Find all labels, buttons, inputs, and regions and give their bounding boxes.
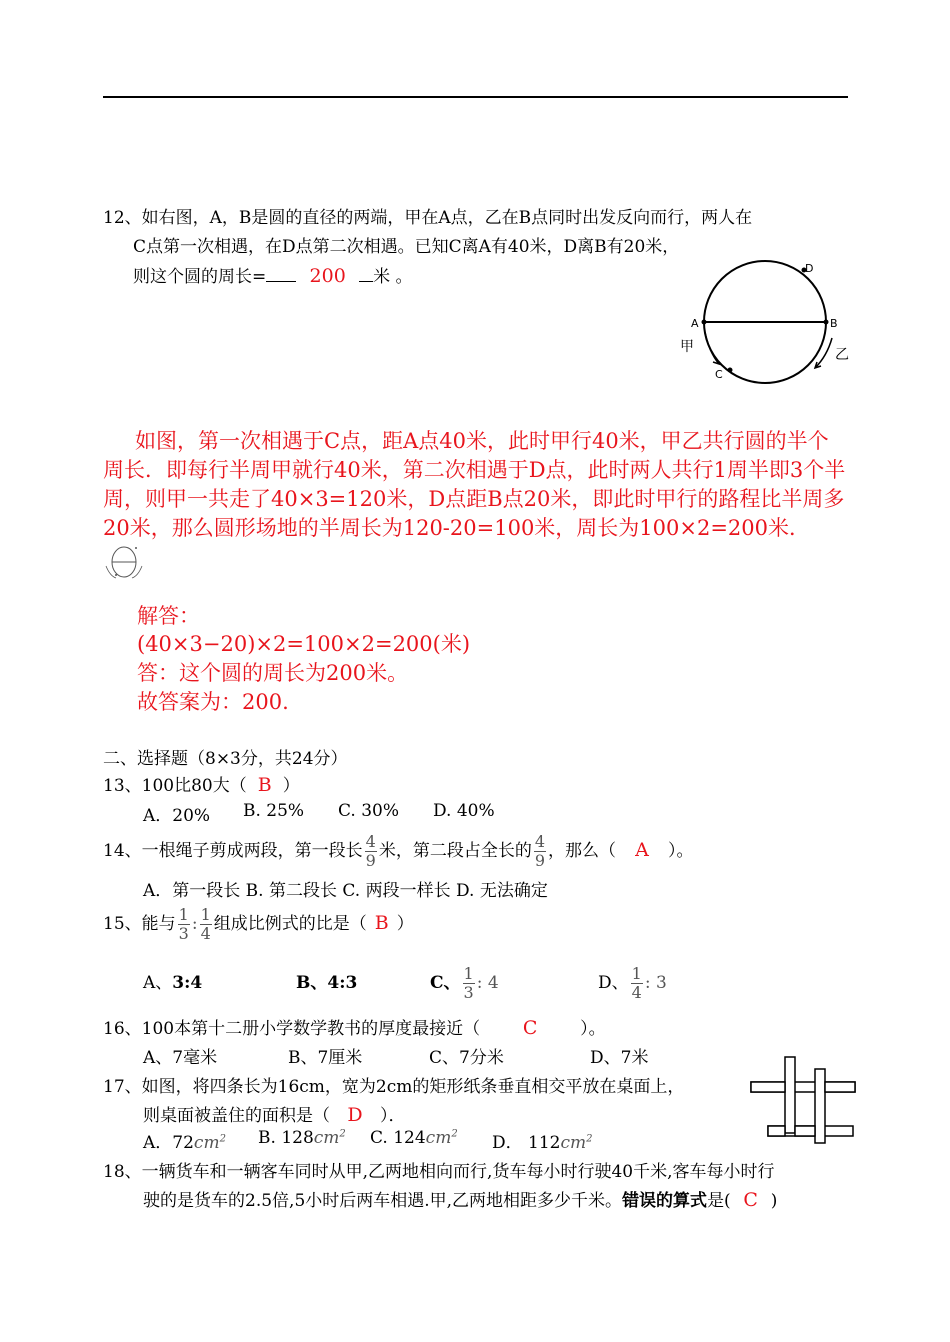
q17-option-d: D． $112cm^2$	[492, 1133, 593, 1153]
q12-line3	[133, 262, 412, 287]
q13-option-c: C. 30%	[338, 801, 399, 821]
q18-bold-text: 错误的算式	[622, 1191, 708, 1211]
q14-close: ）。	[668, 841, 694, 861]
q16-option-d: D、7米	[590, 1048, 649, 1068]
q14-fraction-2	[534, 833, 546, 870]
label-jia: 甲	[680, 339, 694, 355]
q15-close: ）	[396, 914, 414, 934]
q16-option-b: B、7厘米	[288, 1048, 363, 1068]
q17-answer: D	[347, 1104, 363, 1126]
q12-line1: 12、如右图，A，B是圆的直径的两端，甲在A点，乙在B点同时出发反向而行，两人在	[103, 208, 753, 228]
q15-option-a: A、3:4	[143, 973, 203, 993]
q12-answer: 200	[309, 265, 346, 287]
q13-close: ）	[282, 776, 300, 796]
q17-option-c: C. $124cm^2$	[370, 1128, 458, 1148]
q15-stem-b: 组成比例式的比是（	[213, 914, 367, 934]
q15-f1-den: 3	[178, 924, 189, 943]
q14-stem-c: ，那么（	[548, 841, 617, 861]
q17-option-a: A．$72cm^2$	[143, 1133, 226, 1153]
q14-answer: A	[635, 839, 649, 861]
q17-line2	[143, 1101, 406, 1126]
point-c	[728, 368, 733, 373]
q17-line1: 17、如图，将四条长为16cm，宽为2cm的矩形纸条垂直相交平放在桌面上，	[103, 1077, 685, 1097]
q18-close: )	[770, 1191, 778, 1211]
q15-fraction-1	[178, 906, 190, 943]
header-rule	[103, 96, 848, 98]
q16-option-a: A、7毫米	[143, 1048, 218, 1068]
q15-answer: B	[374, 912, 389, 934]
label-a: A	[691, 317, 699, 330]
q14-stem	[103, 829, 694, 872]
q16-close: ）。	[580, 1019, 606, 1039]
q18-line1: 18、一辆货车和一辆客车同时从甲,乙两地相向而行,货车每小时行驶40千米,客车每小时行	[103, 1162, 775, 1182]
q14-stem-b: 米，第二段占全长的	[378, 841, 532, 861]
explanation-paragraph: 如图，第一次相遇于C点，距A点40米，此时甲行40米，甲乙共行圆的半个周长．即每行半周甲就行40米，第二次相遇于D点，此时两人共行1周半即3个半周，则甲一共走了40×3=120米，D点距B点20米，即此时甲行的路程比半周多20米，那么圆形场地的半周长为120-20=100米，周长为100×2=200米．	[103, 429, 846, 540]
strip-vertical-left	[785, 1057, 795, 1133]
q14-frac2-num: 4	[534, 832, 546, 851]
q14-fraction-1	[365, 833, 377, 870]
q13-stem	[103, 771, 300, 796]
q15-option-b: B、4:3	[296, 973, 358, 993]
q16-stem	[103, 1014, 606, 1039]
q17-line2-suffix: ）．	[380, 1106, 406, 1126]
q14-frac2-den: 9	[534, 851, 546, 870]
q14-options: A．第一段长 B. 第二段长 C. 两段一样长 D. 无法确定	[143, 881, 548, 901]
q16-answer: C	[522, 1017, 538, 1039]
q12-line2: C点第一次相遇，在D点第二次相遇。已知C离A有40米，D离B有20米，	[133, 237, 680, 257]
q13-option-b: B. 25%	[243, 801, 305, 821]
solution-label: 解答：	[137, 604, 200, 628]
q13-stem-text: 13、100比80大（	[103, 776, 247, 796]
q14-stem-a: 14、一根绳子剪成两段，第一段长	[103, 841, 363, 861]
q15-colon: :	[191, 914, 198, 934]
q13-option-d: D. 40%	[433, 801, 495, 821]
solution-final: 故答案为：200.	[137, 690, 289, 714]
q12-line3-suffix: 米 。	[373, 267, 413, 287]
q15-f1-num: 1	[178, 905, 189, 924]
solution-formula: (40×3−20)×2=100×2=200(米)	[137, 632, 471, 656]
q12-blank-right	[359, 265, 373, 282]
q16-stem-text: 16、100本第十二册小学数学教书的厚度最接近（	[103, 1019, 481, 1039]
point-a	[702, 320, 707, 325]
q12-blank-left	[266, 265, 296, 282]
q15-option-d: D、 $\frac{1}{4}$ : 3	[598, 964, 667, 1002]
q17-strips-figure	[748, 1053, 858, 1145]
q17-option-b: B. $128cm^2$	[258, 1128, 346, 1148]
q18-line2-prefix: 驶的是货车的2.5倍,5小时后两车相遇.甲,乙两地相距多少千米。	[143, 1191, 623, 1211]
section2-title: 二、选择题（8×3分，共24分）	[103, 749, 348, 769]
point-b	[824, 320, 829, 325]
label-c: C	[715, 368, 723, 381]
q18-answer: C	[743, 1189, 758, 1211]
strip-vertical-right	[815, 1069, 825, 1143]
q18-line2	[143, 1186, 777, 1211]
q13-answer: B	[257, 774, 272, 796]
q15-option-c: C、 $\frac{1}{3}$ : 4	[430, 964, 499, 1002]
q15-f2-den: 4	[200, 924, 211, 943]
q16-option-c: C、7分米	[429, 1048, 504, 1068]
q15-f2-num: 1	[200, 905, 211, 924]
label-yi: 乙	[835, 347, 849, 363]
q12-circle-figure	[675, 258, 855, 388]
explanation-thumbnail-figure	[100, 542, 152, 584]
q15-fraction-2	[200, 906, 212, 943]
q15-stem-a: 15、能与	[103, 914, 176, 934]
q17-line2-prefix: 则桌面被盖住的面积是（	[143, 1106, 330, 1126]
label-b: B	[830, 317, 838, 330]
q13-option-a: A．20%	[143, 806, 211, 826]
q14-frac1-den: 9	[365, 851, 376, 870]
q15-stem	[103, 902, 414, 945]
q18-line2-mid: 是(	[707, 1191, 731, 1211]
q14-frac1-num: 4	[365, 832, 376, 851]
label-d: D	[805, 262, 814, 275]
q12-line3-prefix: 则这个圆的周长=	[133, 267, 267, 287]
solution-answer-line: 答：这个圆的周长为200米。	[137, 661, 409, 685]
